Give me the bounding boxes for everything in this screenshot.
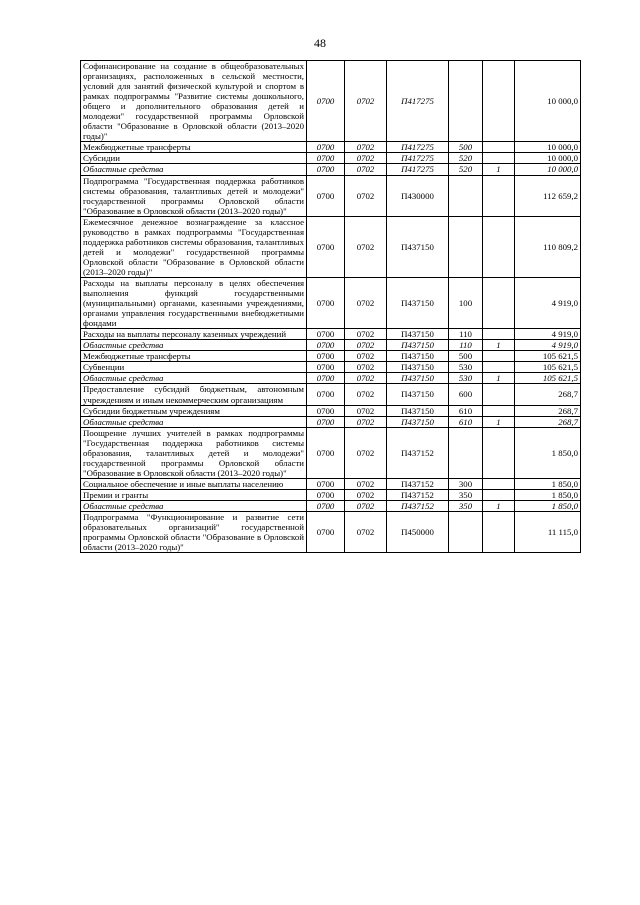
table-row [81, 329, 581, 340]
row-expense-type: 300 [449, 478, 483, 489]
row-funding-source [483, 329, 515, 340]
row-subsection-code: 0702 [345, 405, 387, 416]
row-funding-source [483, 153, 515, 164]
row-target-code: П437152 [387, 478, 449, 489]
row-subsection-code: 0702 [345, 351, 387, 362]
row-expense-type: 110 [449, 329, 483, 340]
row-subsection-code: 0702 [345, 416, 387, 427]
row-funding-source: 1 [483, 500, 515, 511]
row-amount: 1 850,0 [515, 427, 581, 478]
row-expense-type: 520 [449, 164, 483, 175]
row-name: Субсидии [81, 153, 307, 164]
row-target-code: П417275 [387, 164, 449, 175]
row-expense-type: 530 [449, 362, 483, 373]
row-name: Подпрограмма "Функционирование и развитие сети образовательных организаций" государственной программы Орловской области "Образование в Орловской области (2013–2020 годы)" [81, 512, 307, 553]
row-section-code: 0700 [307, 416, 345, 427]
row-target-code: П437150 [387, 216, 449, 277]
row-subsection-code: 0702 [345, 153, 387, 164]
row-funding-source [483, 362, 515, 373]
row-amount: 268,7 [515, 416, 581, 427]
row-section-code: 0700 [307, 329, 345, 340]
row-target-code: П437150 [387, 277, 449, 328]
row-name: Премии и гранты [81, 489, 307, 500]
row-amount: 112 659,2 [515, 175, 581, 216]
row-funding-source: 1 [483, 373, 515, 384]
table-row [81, 164, 581, 175]
row-amount: 10 000,0 [515, 164, 581, 175]
row-funding-source [483, 478, 515, 489]
row-section-code: 0700 [307, 164, 345, 175]
row-amount: 10 000,0 [515, 61, 581, 142]
table-row [81, 500, 581, 511]
row-expense-type [449, 512, 483, 553]
row-target-code: П437150 [387, 362, 449, 373]
row-funding-source [483, 216, 515, 277]
row-name: Социальное обеспечение и иные выплаты населению [81, 478, 307, 489]
row-subsection-code: 0702 [345, 489, 387, 500]
row-expense-type: 500 [449, 142, 483, 153]
row-funding-source [483, 142, 515, 153]
row-amount: 268,7 [515, 384, 581, 405]
row-expense-type: 100 [449, 277, 483, 328]
row-subsection-code: 0702 [345, 340, 387, 351]
row-funding-source [483, 351, 515, 362]
row-expense-type: 600 [449, 384, 483, 405]
row-funding-source [483, 175, 515, 216]
table-row [81, 175, 581, 216]
row-expense-type: 520 [449, 153, 483, 164]
row-amount: 105 621,5 [515, 373, 581, 384]
row-amount: 4 919,0 [515, 340, 581, 351]
row-name: Областные средства [81, 164, 307, 175]
row-amount: 105 621,5 [515, 351, 581, 362]
row-name: Областные средства [81, 416, 307, 427]
row-section-code: 0700 [307, 384, 345, 405]
row-funding-source [483, 489, 515, 500]
row-name: Поощрение лучших учителей в рамках подпрограммы "Государственная поддержка работников системы образования, талантливых детей и молодежи" государственной программы Орловской области "Образование в Орловской области (2013–2020 годы)" [81, 427, 307, 478]
row-subsection-code: 0702 [345, 362, 387, 373]
row-name: Предоставление субсидий бюджетным, автономным учреждениям и иным некоммерческим организациям [81, 384, 307, 405]
row-section-code: 0700 [307, 340, 345, 351]
table-row [81, 351, 581, 362]
table-row [81, 416, 581, 427]
row-target-code: П417275 [387, 142, 449, 153]
row-expense-type: 350 [449, 489, 483, 500]
row-target-code: П437150 [387, 351, 449, 362]
table-row [81, 405, 581, 416]
table-row [81, 277, 581, 328]
row-amount: 1 850,0 [515, 489, 581, 500]
row-amount: 4 919,0 [515, 277, 581, 328]
row-expense-type: 350 [449, 500, 483, 511]
row-amount: 10 000,0 [515, 142, 581, 153]
row-subsection-code: 0702 [345, 61, 387, 142]
row-name: Расходы на выплаты персоналу казенных учреждений [81, 329, 307, 340]
row-section-code: 0700 [307, 153, 345, 164]
table-row [81, 340, 581, 351]
row-name: Софинансирование на создание в общеобразовательных организациях, расположенных в сельской местности, условий для занятий физической культурой и спортом в рамках подпрограммы "Развитие системы дошкольного, общего и дополнительного образования детей и молодежи" государственной программы Орловской области "Образование в Орловской области (2013–2020 годы)" [81, 61, 307, 142]
row-section-code: 0700 [307, 175, 345, 216]
row-expense-type: 110 [449, 340, 483, 351]
table-row [81, 373, 581, 384]
row-section-code: 0700 [307, 142, 345, 153]
row-subsection-code: 0702 [345, 142, 387, 153]
row-expense-type: 610 [449, 416, 483, 427]
row-target-code: П437152 [387, 500, 449, 511]
row-target-code: П437150 [387, 329, 449, 340]
row-name: Межбюджетные трансферты [81, 351, 307, 362]
row-funding-source [483, 405, 515, 416]
row-subsection-code: 0702 [345, 512, 387, 553]
row-section-code: 0700 [307, 500, 345, 511]
row-funding-source: 1 [483, 164, 515, 175]
row-subsection-code: 0702 [345, 216, 387, 277]
row-target-code: П437150 [387, 405, 449, 416]
row-subsection-code: 0702 [345, 164, 387, 175]
row-section-code: 0700 [307, 61, 345, 142]
row-amount: 110 809,2 [515, 216, 581, 277]
page-number: 48 [314, 36, 326, 50]
row-funding-source: 1 [483, 416, 515, 427]
row-amount: 4 919,0 [515, 329, 581, 340]
row-section-code: 0700 [307, 351, 345, 362]
row-target-code: П437150 [387, 340, 449, 351]
table-row [81, 427, 581, 478]
row-target-code: П437152 [387, 489, 449, 500]
row-subsection-code: 0702 [345, 500, 387, 511]
row-amount: 1 850,0 [515, 500, 581, 511]
row-amount: 11 115,0 [515, 512, 581, 553]
table-row [81, 216, 581, 277]
row-target-code: П430000 [387, 175, 449, 216]
row-subsection-code: 0702 [345, 277, 387, 328]
row-amount: 268,7 [515, 405, 581, 416]
row-amount: 10 000,0 [515, 153, 581, 164]
row-subsection-code: 0702 [345, 427, 387, 478]
row-name: Областные средства [81, 340, 307, 351]
row-target-code: П437150 [387, 416, 449, 427]
row-target-code: П417275 [387, 153, 449, 164]
row-funding-source [483, 61, 515, 142]
row-expense-type [449, 427, 483, 478]
row-name: Расходы на выплаты персоналу в целях обеспечения выполнения функций государственными (муниципальными) органами, казенными учреждениями, органами управления государственными внебюджетными фондами [81, 277, 307, 328]
row-expense-type [449, 61, 483, 142]
row-funding-source [483, 384, 515, 405]
row-name: Областные средства [81, 373, 307, 384]
table-row [81, 153, 581, 164]
row-name: Субсидии бюджетным учреждениям [81, 405, 307, 416]
row-section-code: 0700 [307, 362, 345, 373]
row-name: Областные средства [81, 500, 307, 511]
row-section-code: 0700 [307, 405, 345, 416]
row-target-code: П437152 [387, 427, 449, 478]
row-amount: 105 621,5 [515, 362, 581, 373]
row-funding-source [483, 277, 515, 328]
row-funding-source: 1 [483, 340, 515, 351]
row-subsection-code: 0702 [345, 373, 387, 384]
row-name: Подпрограмма "Государственная поддержка работников системы образования, талантливых детей и молодежи" государственной программы Орловской области "Образование в Орловской области (2013–2020 годы)" [81, 175, 307, 216]
table-row [81, 142, 581, 153]
table-row [81, 512, 581, 553]
row-section-code: 0700 [307, 512, 345, 553]
row-name: Ежемесячное денежное вознаграждение за классное руководство в рамках подпрограммы "Государственная поддержка работников системы образования, талантливых детей и молодежи" государственной программы Орловской области "Образование в Орловской области (2013–2020 годы)" [81, 216, 307, 277]
row-target-code: П437150 [387, 384, 449, 405]
row-amount: 1 850,0 [515, 478, 581, 489]
row-section-code: 0700 [307, 478, 345, 489]
table-row [81, 489, 581, 500]
row-name: Субвенции [81, 362, 307, 373]
row-target-code: П450000 [387, 512, 449, 553]
row-expense-type [449, 216, 483, 277]
row-funding-source [483, 427, 515, 478]
row-name: Межбюджетные трансферты [81, 142, 307, 153]
row-section-code: 0700 [307, 427, 345, 478]
row-section-code: 0700 [307, 277, 345, 328]
budget-table [80, 60, 581, 553]
row-expense-type [449, 175, 483, 216]
row-section-code: 0700 [307, 373, 345, 384]
row-section-code: 0700 [307, 216, 345, 277]
row-subsection-code: 0702 [345, 175, 387, 216]
row-subsection-code: 0702 [345, 329, 387, 340]
table-row [81, 478, 581, 489]
row-section-code: 0700 [307, 489, 345, 500]
table-row [81, 362, 581, 373]
row-funding-source [483, 512, 515, 553]
table-row [81, 61, 581, 142]
row-expense-type: 610 [449, 405, 483, 416]
row-expense-type: 500 [449, 351, 483, 362]
row-expense-type: 530 [449, 373, 483, 384]
row-target-code: П417275 [387, 61, 449, 142]
row-subsection-code: 0702 [345, 478, 387, 489]
table-row [81, 384, 581, 405]
row-subsection-code: 0702 [345, 384, 387, 405]
row-target-code: П437150 [387, 373, 449, 384]
